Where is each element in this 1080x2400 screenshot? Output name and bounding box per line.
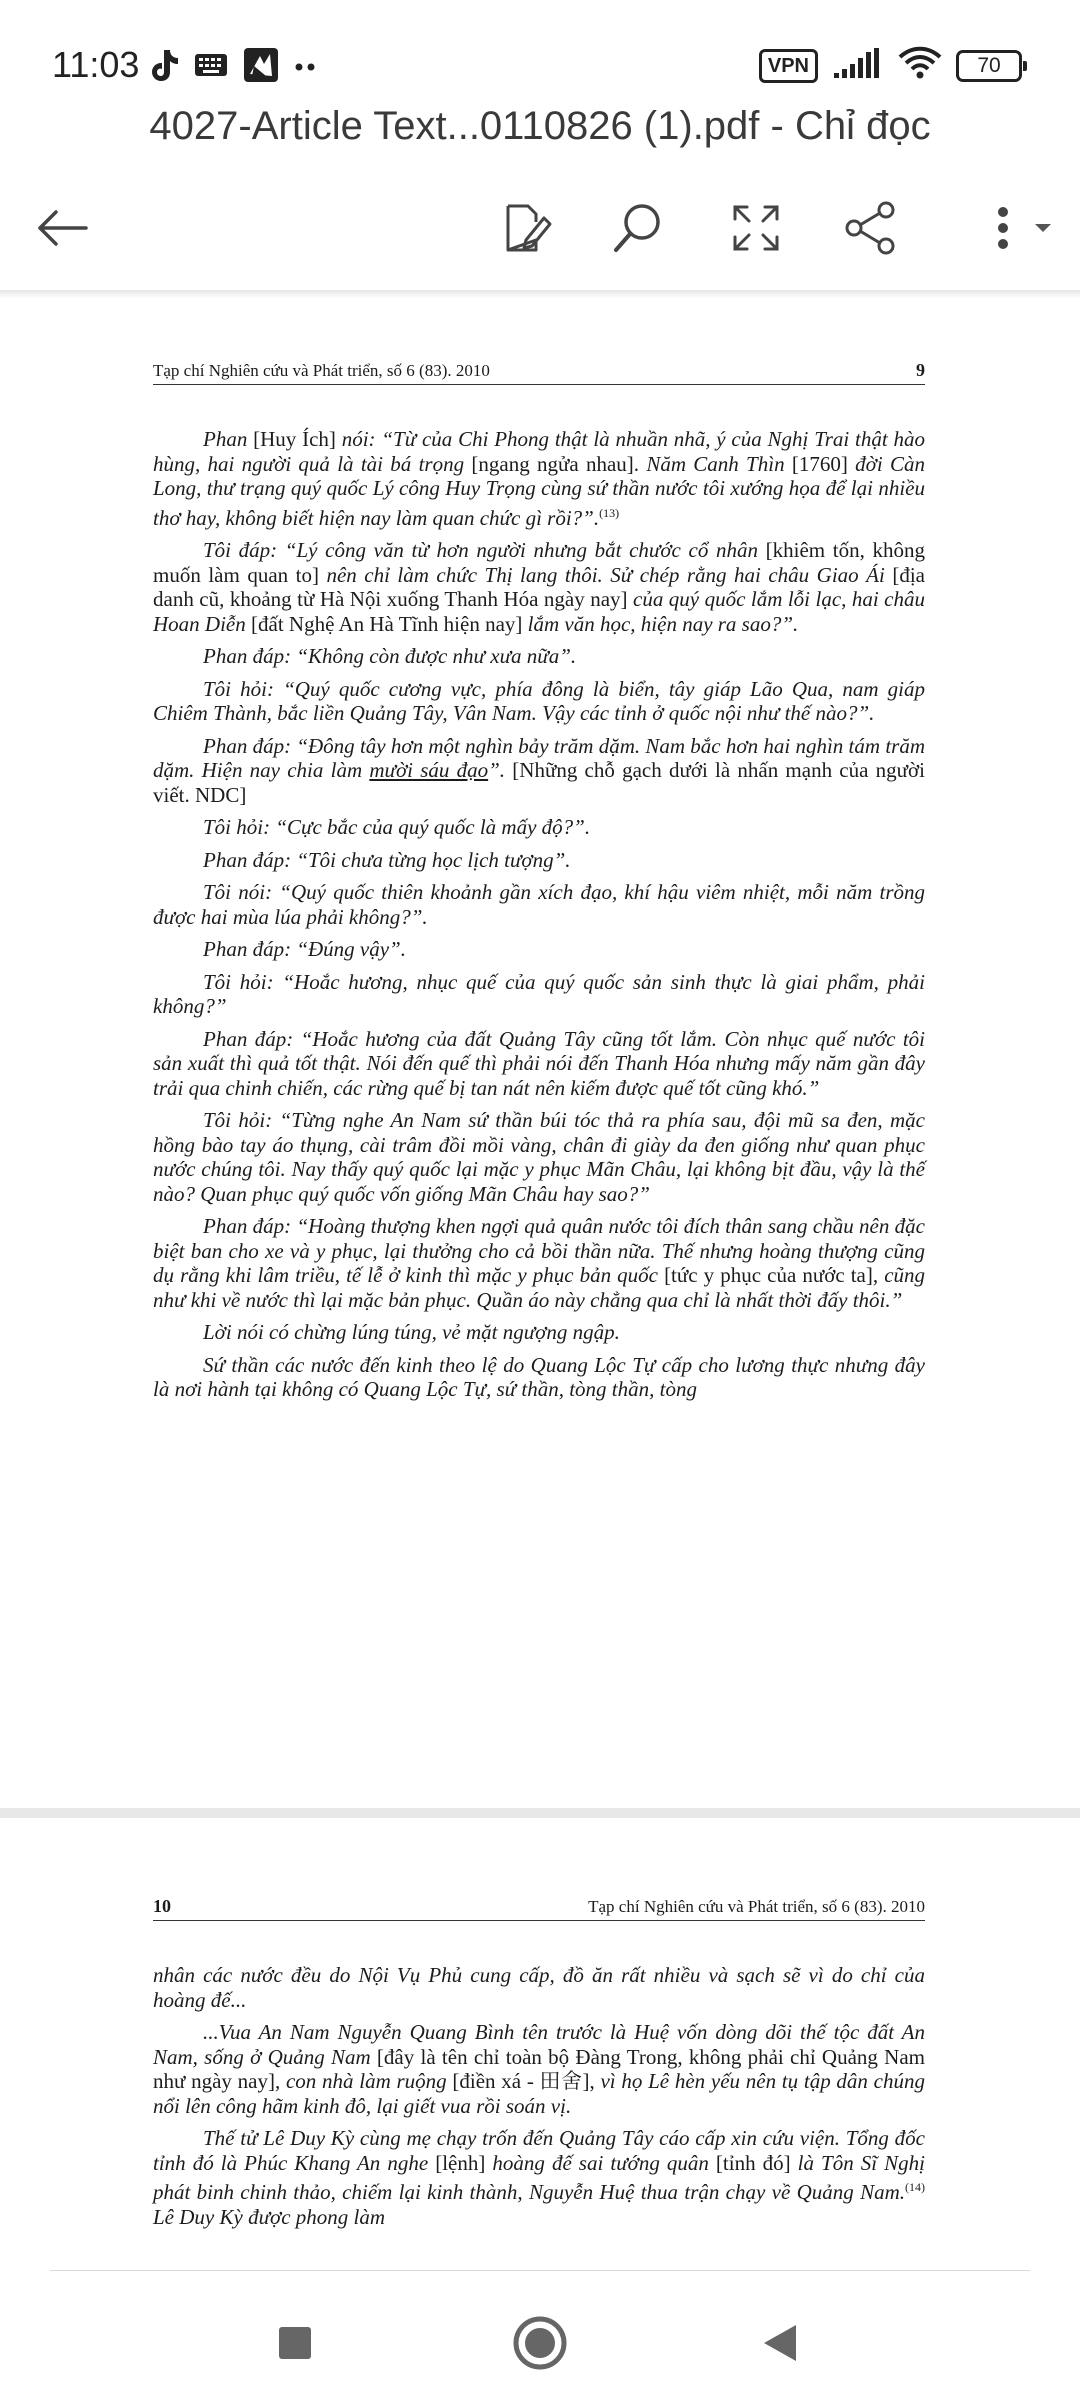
- running-header: [153, 1896, 925, 1921]
- toolbar-shadow: [0, 290, 1080, 298]
- home-button[interactable]: [505, 2310, 575, 2380]
- page-body: [153, 427, 925, 1402]
- more-menu-icon: [975, 200, 1055, 261]
- pdf-page-9: [153, 360, 925, 1410]
- page-number: 9: [916, 360, 925, 380]
- status-time: 11:03: [52, 44, 140, 85]
- notification-icons: [150, 46, 318, 89]
- paragraph: Phan đáp: “Hoàng thượng khen ngợi quả quân nước tôi đích thân sang chầu nên đặc biệt ban cho xe và y phục, lại thưởng cho cả bồi thần nữa. Thế nhưng hoàng thượng cũng dụ rằng khi lâm triều, tế lễ ở kinh thì mặc y phục bản quốc [tức y phục của nước ta], cũng như khi về nước thì lại mặc bản phục. Quần áo này chẳng qua chỉ là nhất thời đấy thôi.”: [153, 1214, 926, 1312]
- system-icons: [759, 46, 1022, 85]
- home-circle-icon: [512, 2315, 568, 2376]
- paragraph: Tôi hỏi: “Từng nghe An Nam sứ thần búi tóc thả ra phía sau, đội mũ sa đen, mặc hồng bào tay áo thụng, cài trâm đồi mồi vàng, chân đi giày da đen giống như quan phục nước chúng tôi. Nay thấy quý quốc lại mặc y phục Mãn Châu, lại không bịt đầu, vậy là thế nào? Quan phục quý quốc vốn giống Mãn Châu hay sao?”: [153, 1108, 925, 1206]
- paragraph: Phan đáp: “Đúng vậy”.: [203, 937, 406, 961]
- back-triangle-icon: [758, 2321, 802, 2370]
- paragraph: Tôi hỏi: “Quý quốc cương vực, phía đông là biển, tây giáp Lão Qua, nam giáp Chiêm Thành, bắc liền Quảng Tây, Vân Nam. Vậy các tỉnh ở quốc nội như thế nào?”.: [153, 676, 925, 725]
- more-notifications-icon: [294, 59, 318, 77]
- share-icon: [842, 200, 898, 261]
- paragraph: Tôi hỏi: “Hoắc hương, nhục quế của quý quốc sản sinh thực là giai phẩm, phải không?”: [153, 969, 925, 1018]
- paragraph: Phan đáp: “Hoắc hương của đất Quảng Tây cũng tốt lắm. Còn nhục quế nước tôi sản xuất thì quả tốt thật. Nói đến quế thì phải nói đến Thanh Hóa nhưng mấy năm gần đây trải qua chinh chiến, các rừng quế bị tan nát nên kiếm được quế tốt cũng khó.”: [153, 1026, 925, 1100]
- fullscreen-icon: [731, 203, 781, 258]
- search-button[interactable]: [588, 180, 688, 280]
- signal-icon: [832, 47, 884, 84]
- back-button[interactable]: [12, 180, 112, 280]
- paragraph: Lời nói có chừng lúng túng, vẻ mặt ngượng ngập.: [203, 1320, 620, 1344]
- pdf-page-10: [153, 1896, 925, 2237]
- navigation-bar: [0, 2270, 1080, 2400]
- search-icon: [610, 200, 666, 261]
- document-title: 4027-Article Text...0110826 (1).pdf - Chỉ đọc: [149, 104, 931, 148]
- app-notification-icon: [242, 46, 280, 89]
- paragraph: Phan đáp: “Đông tây hơn một nghìn bảy trăm dặm. Nam bắc hơn hai nghìn tám trăm dặm. Hiện nay chia làm mười sáu đạo”. [Những chỗ gạch dưới là nhấn mạnh của người viết. NDC]: [153, 733, 925, 807]
- tiktok-icon: [150, 48, 180, 87]
- edit-document-icon: [498, 200, 554, 261]
- page-separator: [0, 1808, 1080, 1818]
- toolbar: [0, 180, 1080, 290]
- edit-button[interactable]: [476, 180, 576, 280]
- more-menu-button[interactable]: [960, 180, 1070, 280]
- divider: [50, 2270, 1030, 2271]
- recents-button[interactable]: [260, 2310, 330, 2380]
- recents-square-icon: [275, 2323, 315, 2368]
- wifi-icon: [898, 46, 942, 85]
- paragraph: Thế tử Lê Duy Kỳ cùng mẹ chạy trốn đến Quảng Tây cáo cấp xin cứu viện. Tổng đốc tỉnh đó là Phúc Khang An nghe [lệnh] hoàng đế sai tướng quân [tỉnh đó] là Tôn Sĩ Nghị phát binh chinh thảo, chiếm lại kinh thành, Nguyễn Huệ thua trận chạy về Quảng Nam.$^{(14)}$ Lê Duy Kỳ được phong làm: [153, 2126, 925, 2229]
- paragraph: Tôi đáp: “Lý công văn từ hơn người nhưng bắt chước cổ nhân [khiêm tốn, không muốn làm quan to] nên chỉ làm chức Thị lang thôi. Sử chép rằng hai châu Giao Ái [địa danh cũ, khoảng từ Hà Nội xuống Thanh Hóa ngày nay] của quý quốc lắm lỗi lạc, hai châu Hoan Diễn [đất Nghệ An Hà Tĩnh hiện nay] lắm văn học, hiện nay ra sao?”.: [153, 538, 925, 636]
- page-number: 10: [153, 1896, 171, 1916]
- share-button[interactable]: [820, 180, 920, 280]
- keyboard-icon: [194, 52, 228, 83]
- paragraph: ...Vua An Nam Nguyễn Quang Bình tên trước là Huệ vốn dòng dõi thế tộc đất An Nam, sống ở Quảng Nam [đây là tên chỉ toàn bộ Đàng Trong, không phải chỉ Quảng Nam như ngày nay], con nhà làm ruộng [điền xá - 田舍], vì họ Lê hèn yếu nên tụ tập dân chúng nổi lên công hãm kinh đô, lại giết vua rồi soán vị.: [153, 2020, 925, 2118]
- page-body: [153, 1963, 925, 2229]
- paragraph: Sứ thần các nước đến kinh theo lệ do Quang Lộc Tự cấp cho lương thực nhưng đây là nơi hành tại không có Quang Lộc Tự, sứ thần, tòng thần, tòng: [153, 1352, 925, 1401]
- paragraph: Phan đáp: “Không còn được như xưa nữa”.: [203, 644, 577, 668]
- paragraph: Phan đáp: “Tôi chưa từng học lịch tượng”.: [203, 847, 571, 872]
- journal-name: Tạp chí Nghiên cứu và Phát triển, số 6 (83). 2010: [153, 361, 490, 380]
- battery-indicator: 70: [956, 50, 1022, 82]
- back-arrow-icon: [34, 208, 90, 253]
- back-nav-button[interactable]: [745, 2310, 815, 2380]
- pdf-viewer[interactable]: [0, 298, 1080, 2270]
- running-header: [153, 360, 925, 385]
- paragraph: Tôi hỏi: “Cực bắc của quý quốc là mấy độ?”.: [203, 815, 591, 839]
- paragraph: Tôi nói: “Quý quốc thiên khoảnh gần xích đạo, khí hậu viêm nhiệt, mỗi năm trồng được hai mùa lúa phải không?”.: [153, 880, 925, 929]
- paragraph: nhân các nước đều do Nội Vụ Phủ cung cấp, đồ ăn rất nhiều và sạch sẽ vì do chỉ của hoàng đế...: [153, 1963, 925, 2012]
- fullscreen-button[interactable]: [706, 180, 806, 280]
- vpn-badge: VPN: [759, 49, 818, 83]
- paragraph: Phan [Huy Ích] nói: “Từ của Chi Phong thật là nhuần nhã, ý của Nghị Trai thật hào hùng, hai người quả là tài bá trọng [ngang ngửa nhau]. Năm Canh Thìn [1760] đời Càn Long, thư trạng quý quốc Lý công Huy Trọng cùng sứ thần nước tôi xướng họa để lại nhiều thơ hay, không biết hiện nay làm quan chức gì rồi?”.$^{(13)}$: [153, 427, 925, 530]
- journal-name: Tạp chí Nghiên cứu và Phát triển, số 6 (83). 2010: [588, 1897, 925, 1916]
